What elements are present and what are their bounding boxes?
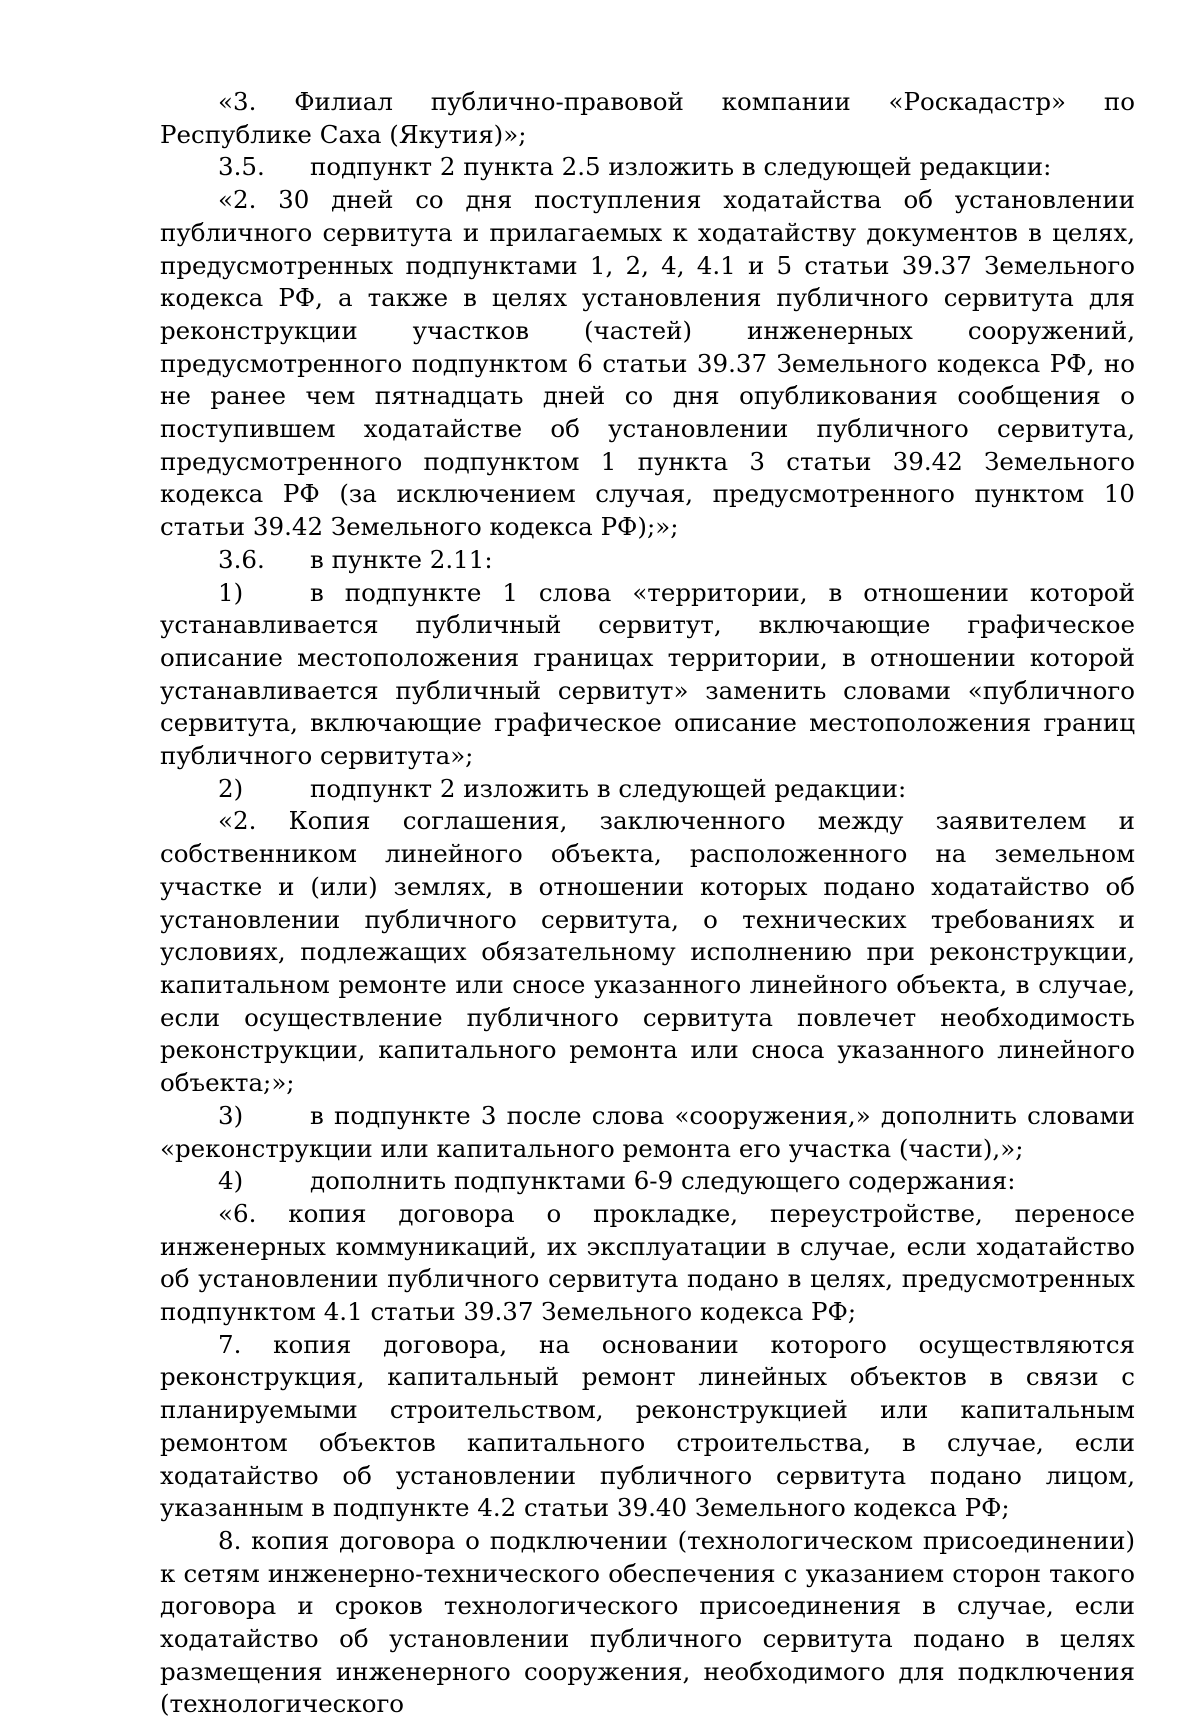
paragraph-number: 3.5. bbox=[218, 152, 265, 182]
paragraph-text: «2. 30 дней со дня поступления ходатайства об установлении публичного сервитута и прилагаемых к ходатайству документов в целях, предусмотренных подпунктами 1, 2, 4, 4.1 и 5 статьи 39.37 Земельного кодекса РФ, а также в целях установления публичного сервитута для реконструкции участков (частей) инженерных сооружений, предусмотренного подпунктом 6 статьи 39.37 Земельного кодекса РФ, но не ранее чем пятнадцать дней со дня опубликования сообщения о поступившем ходатайстве об установлении публичного сервитута, предусмотренного подпунктом 1 пункта 3 статьи 39.42 Земельного кодекса РФ (за исключением случая, предусмотренного пунктом 10 статьи 39.42 Земельного кодекса РФ);»; bbox=[160, 185, 1135, 542]
paragraph-text: «3. Филиал публично-правовой компании «Роскадастр» по Республике Саха (Якутия)»; bbox=[160, 87, 1135, 149]
paragraph-text: 7. копия договора, на основании которого осуществляются реконструкция, капитальный ремонт линейных объектов в связи с планируемыми строительством, реконструкцией или капитальным ремонтом объектов капитального строительства, в случае, если ходатайство об установлении публичного сервитута подано лицом, указанным в подпункте 4.2 статьи 39.40 Земельного кодекса РФ; bbox=[160, 1329, 1135, 1523]
paragraph-subpoint-7 bbox=[160, 1329, 1135, 1525]
paragraph-text: дополнить подпунктами 6-9 следующего содержания: bbox=[310, 1166, 1016, 1196]
paragraph-number: 2) bbox=[218, 773, 244, 803]
paragraph-text: подпункт 2 изложить в следующей редакции: bbox=[310, 773, 907, 803]
paragraph-text: в пункте 2.11: bbox=[310, 544, 493, 574]
paragraph-item-1 bbox=[160, 577, 1135, 773]
paragraph-subpoint-6 bbox=[160, 1198, 1135, 1329]
paragraph-text: в подпункте 1 слова «территории, в отношении которой устанавливается публичный сервитут, включающие графическое описание местоположения границах территории, в отношении которой устанавливается публичный сервитут» заменить словами «публичного сервитута, включающие графическое описание местоположения границ публичного сервитута»; bbox=[160, 577, 1135, 771]
paragraph-agreement-copy bbox=[160, 805, 1135, 1099]
paragraph-text: «6. копия договора о прокладке, переустройстве, переносе инженерных коммуникаций, их эксплуатации в случае, если ходатайство об установлении публичного сервитута подано в целях, предусмотренных подпунктом 4.1 статьи 39.37 Земельного кодекса РФ; bbox=[160, 1198, 1135, 1327]
paragraph-number: 3) bbox=[218, 1100, 244, 1130]
paragraph-text: «2. Копия соглашения, заключенного между заявителем и собственником линейного объекта, расположенного на земельном участке и (или) землях, в отношении которых подано ходатайство об установлении публичного сервитута, о технических требованиях и условиях, подлежащих обязательному исполнению при реконструкции, капитальном ремонте или сносе указанного линейного объекта, в случае, если осуществление публичного сервитута повлечет необходимость реконструкции, капитального ремонта или сноса указанного линейного объекта;»; bbox=[160, 806, 1135, 1098]
paragraph-subpoint-8 bbox=[160, 1525, 1135, 1721]
paragraph-subpoint-2-text bbox=[160, 184, 1135, 544]
paragraph-item-2 bbox=[160, 773, 1135, 806]
paragraph-number: 1) bbox=[218, 577, 244, 607]
paragraph-text: подпункт 2 пункта 2.5 изложить в следующей редакции: bbox=[310, 152, 1052, 182]
paragraph-text: в подпункте 3 после слова «сооружения,» дополнить словами «реконструкции или капитального ремонта его участка (части),»; bbox=[160, 1100, 1135, 1163]
paragraph-text: 8. копия договора о подключении (технологическом присоединении) к сетям инженерно-технического обеспечения с указанием сторон такого договора и сроков технологического присоединения в случае, если ходатайство об установлении публичного сервитута подано в целях размещения инженерного сооружения, необходимого для подключения (технологического bbox=[160, 1525, 1135, 1719]
paragraph-number: 3.6. bbox=[218, 544, 265, 574]
paragraph-item-4 bbox=[160, 1165, 1135, 1198]
paragraph-3-6 bbox=[160, 544, 1135, 577]
paragraph-3-5 bbox=[160, 151, 1135, 184]
paragraph-item-3 bbox=[160, 1100, 1135, 1165]
paragraph-number: 4) bbox=[218, 1166, 244, 1196]
paragraph-branch-name bbox=[160, 86, 1135, 151]
